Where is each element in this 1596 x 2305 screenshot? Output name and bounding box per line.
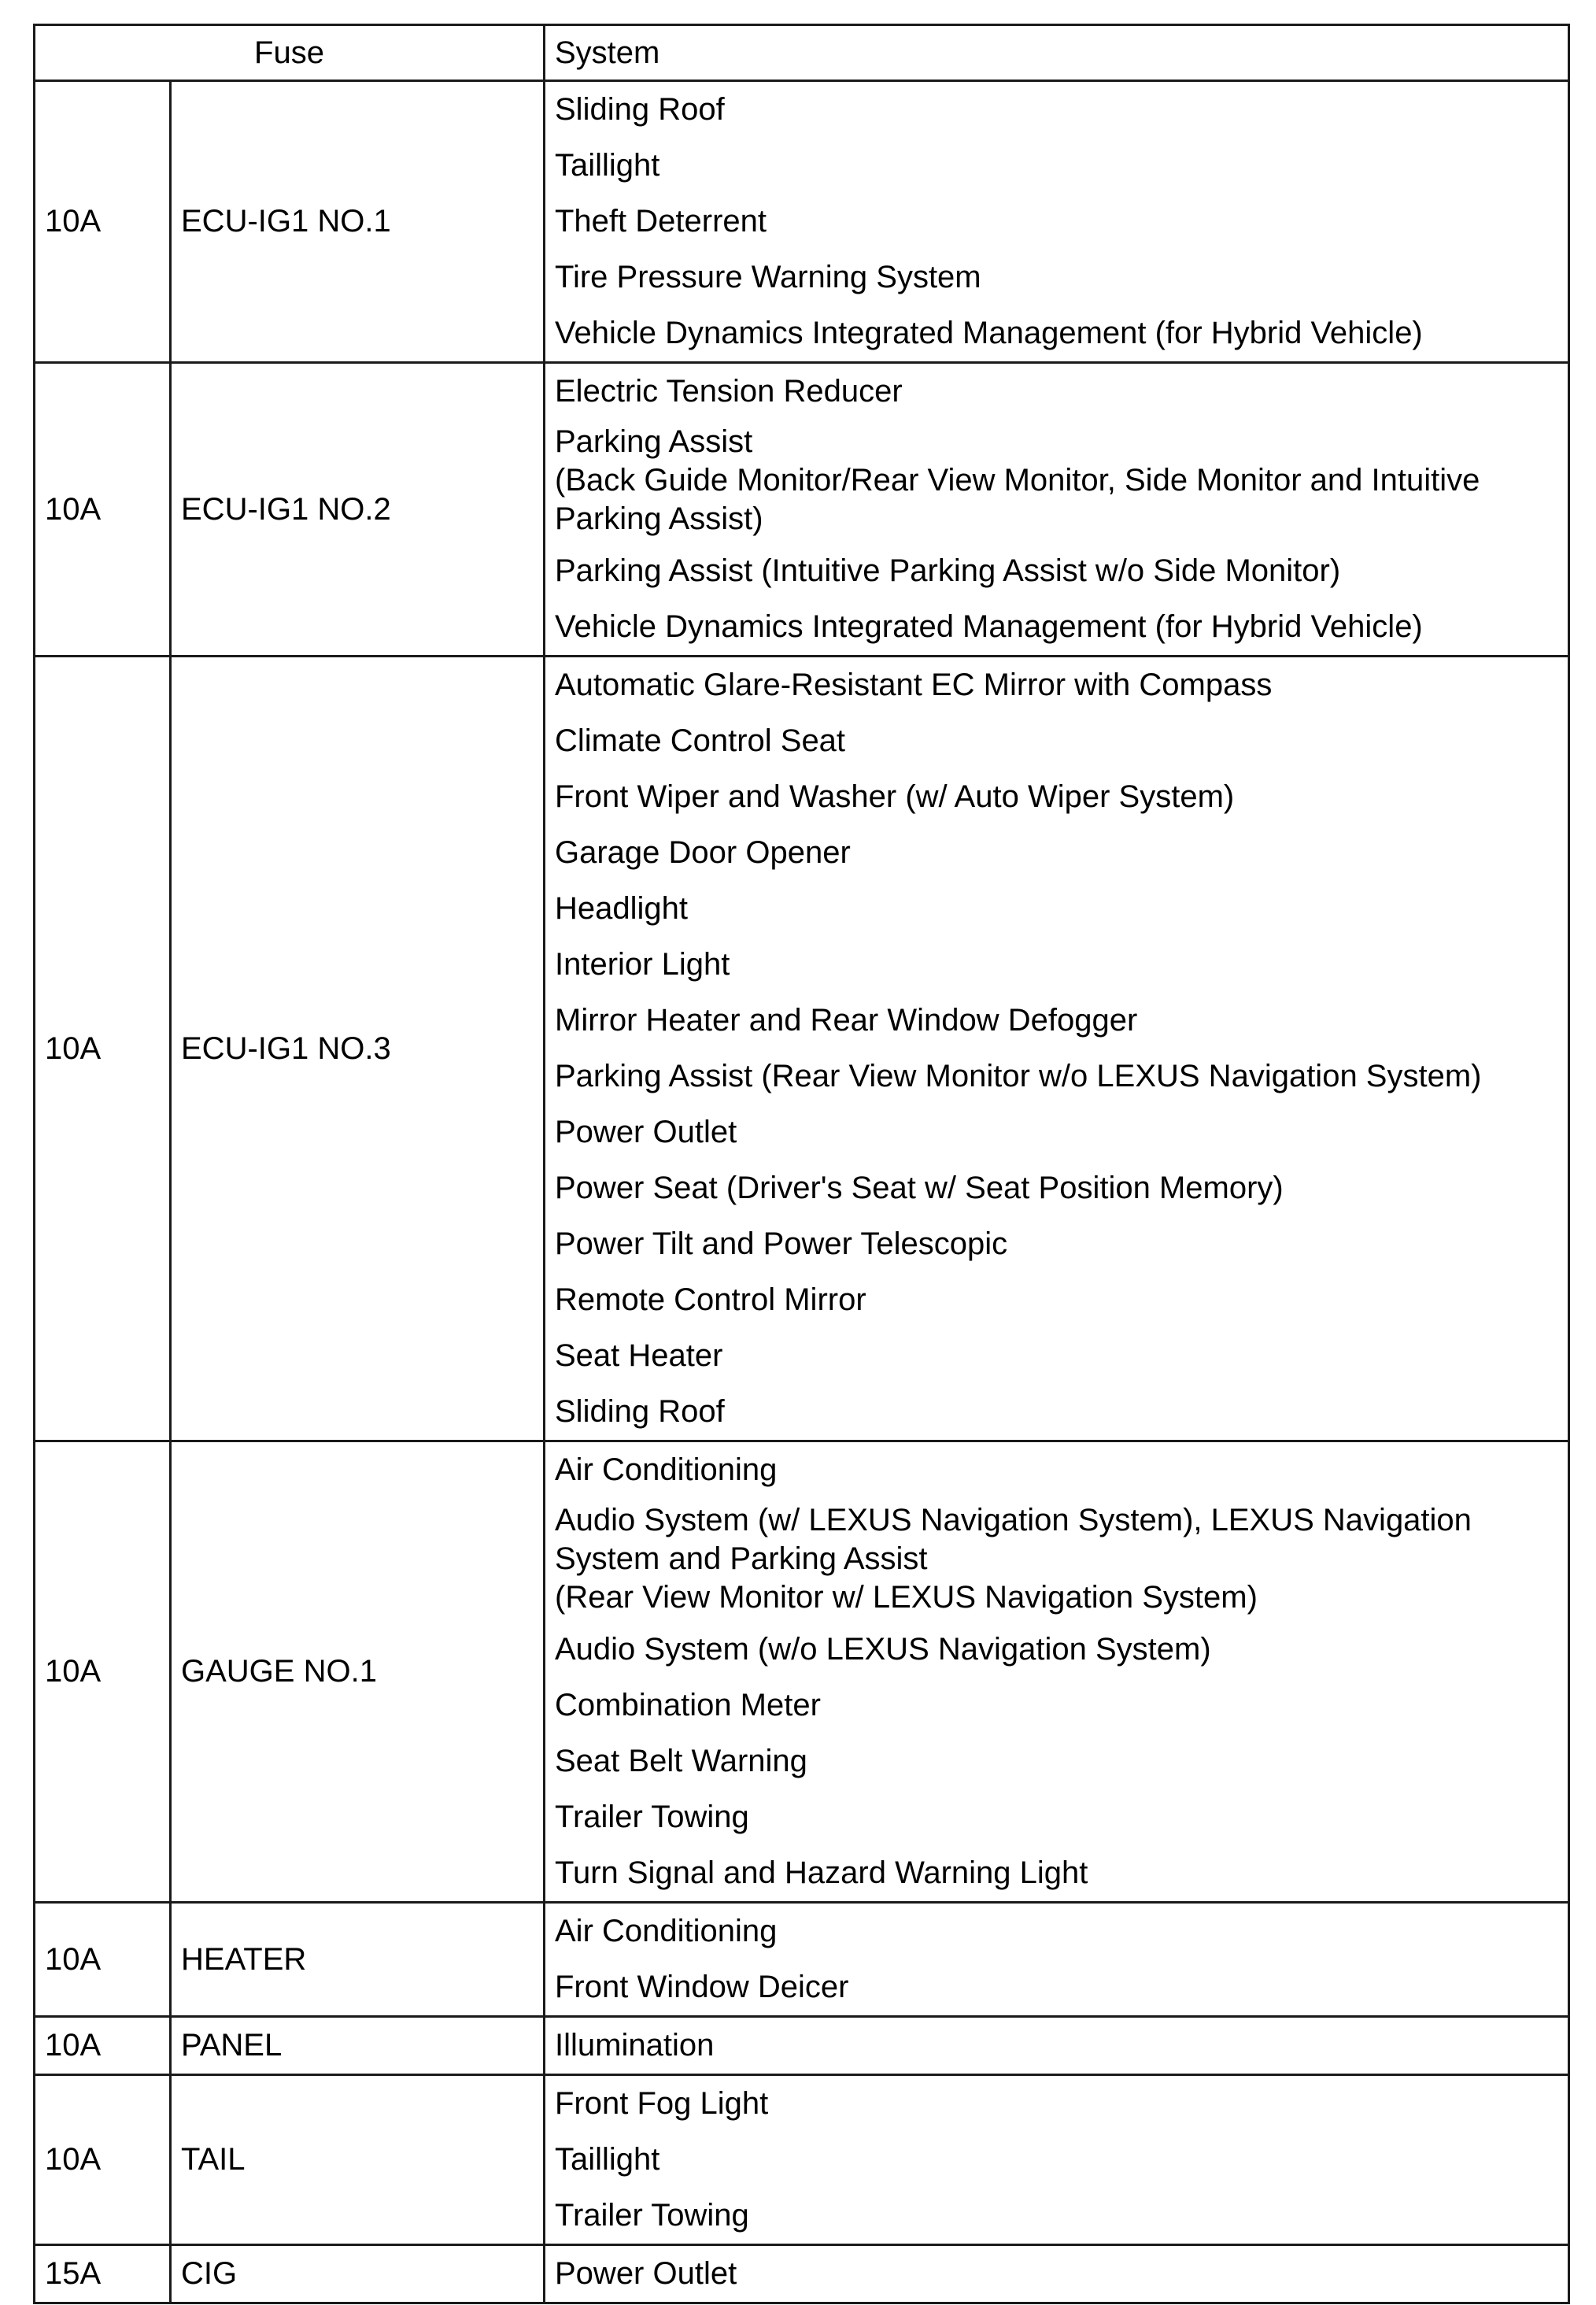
table-row [35, 363, 1569, 657]
system-item: Tire Pressure Warning System [555, 260, 981, 294]
system-item: Automatic Glare-Resistant EC Mirror with Compass [555, 668, 1273, 702]
system-item: Front Window Deicer [555, 1970, 849, 2004]
table-row [35, 2245, 1569, 2303]
table-header [35, 25, 1569, 81]
system-item: Illumination [555, 2028, 715, 2063]
fuse-amperage: 10A [35, 2075, 171, 2245]
system-item: Turn Signal and Hazard Warning Light [555, 1855, 1088, 1890]
fuse-amperage: 10A [35, 1441, 171, 1903]
table-row [35, 1903, 1569, 2017]
header-row [35, 25, 1569, 81]
system-item: Sliding Roof [555, 92, 725, 127]
system-item: Mirror Heater and Rear Window Defogger [555, 1003, 1138, 1038]
fuse-name: TAIL [171, 2075, 545, 2245]
system-list [545, 2245, 1569, 2303]
fuse-name: ECU-IG1 NO.2 [171, 363, 545, 657]
system-list [545, 81, 1569, 363]
fuse-amperage: 10A [35, 81, 171, 363]
system-item: Garage Door Opener [555, 835, 851, 870]
header-system: System [545, 25, 1569, 81]
system-item: Seat Heater [555, 1338, 723, 1373]
system-item: Seat Belt Warning [555, 1744, 807, 1778]
system-list [545, 1441, 1569, 1903]
table-row [35, 657, 1569, 1441]
table-row [35, 2075, 1569, 2245]
system-item: Audio System (w/ LEXUS Navigation System), LEXUS Navigation System and Parking Assist (Rear View Monitor w/ LEXUS Navigation System) [555, 1503, 1472, 1615]
table-body [35, 81, 1569, 2303]
system-item: Combination Meter [555, 1688, 821, 1722]
system-item: Sliding Roof [555, 1394, 725, 1429]
system-item: Electric Tension Reducer [555, 374, 903, 409]
system-item: Audio System (w/o LEXUS Navigation System) [555, 1632, 1211, 1667]
system-item: Power Tilt and Power Telescopic [555, 1226, 1008, 1261]
fuse-amperage: 10A [35, 363, 171, 657]
system-list [545, 2017, 1569, 2075]
system-item: Climate Control Seat [555, 723, 846, 758]
system-item: Trailer Towing [555, 2198, 749, 2233]
fuse-name: CIG [171, 2245, 545, 2303]
header-fuse: Fuse [35, 25, 545, 81]
system-item: Interior Light [555, 947, 730, 982]
system-list [545, 363, 1569, 657]
system-item: Theft Deterrent [555, 204, 767, 239]
fuse-name: HEATER [171, 1903, 545, 2017]
fuse-amperage: 10A [35, 2017, 171, 2075]
system-item: Power Seat (Driver's Seat w/ Seat Position Memory) [555, 1171, 1284, 1205]
system-item: Air Conditioning [555, 1914, 778, 1948]
system-item: Power Outlet [555, 2256, 737, 2291]
fuse-name: ECU-IG1 NO.1 [171, 81, 545, 363]
system-item: Parking Assist (Intuitive Parking Assist w/o Side Monitor) [555, 553, 1341, 588]
system-item: Parking Assist (Rear View Monitor w/o LEXUS Navigation System) [555, 1059, 1482, 1093]
system-item: Front Wiper and Washer (w/ Auto Wiper System) [555, 779, 1235, 814]
fuse-amperage: 10A [35, 1903, 171, 2017]
system-item: Remote Control Mirror [555, 1282, 866, 1317]
fuse-name: PANEL [171, 2017, 545, 2075]
system-item: Front Fog Light [555, 2086, 769, 2121]
system-item: Taillight [555, 148, 660, 183]
fuse-amperage: 15A [35, 2245, 171, 2303]
system-item: Vehicle Dynamics Integrated Management (for Hybrid Vehicle) [555, 316, 1423, 350]
fuse-name: ECU-IG1 NO.3 [171, 657, 545, 1441]
system-item: Vehicle Dynamics Integrated Management (for Hybrid Vehicle) [555, 609, 1423, 644]
system-item: Trailer Towing [555, 1800, 749, 1834]
fuse-amperage: 10A [35, 657, 171, 1441]
system-item: Power Outlet [555, 1115, 737, 1149]
system-list [545, 1903, 1569, 2017]
system-item: Parking Assist (Back Guide Monitor/Rear View Monitor, Side Monitor and Intuitive Parking Assist) [555, 424, 1480, 536]
system-list [545, 2075, 1569, 2245]
system-item: Air Conditioning [555, 1452, 778, 1487]
system-item: Headlight [555, 891, 689, 926]
system-item: Taillight [555, 2142, 660, 2177]
table-row [35, 81, 1569, 363]
table-row [35, 1441, 1569, 1903]
table-row [35, 2017, 1569, 2075]
system-list [545, 657, 1569, 1441]
fuse-name: GAUGE NO.1 [171, 1441, 545, 1903]
fuse-table [33, 24, 1570, 2304]
